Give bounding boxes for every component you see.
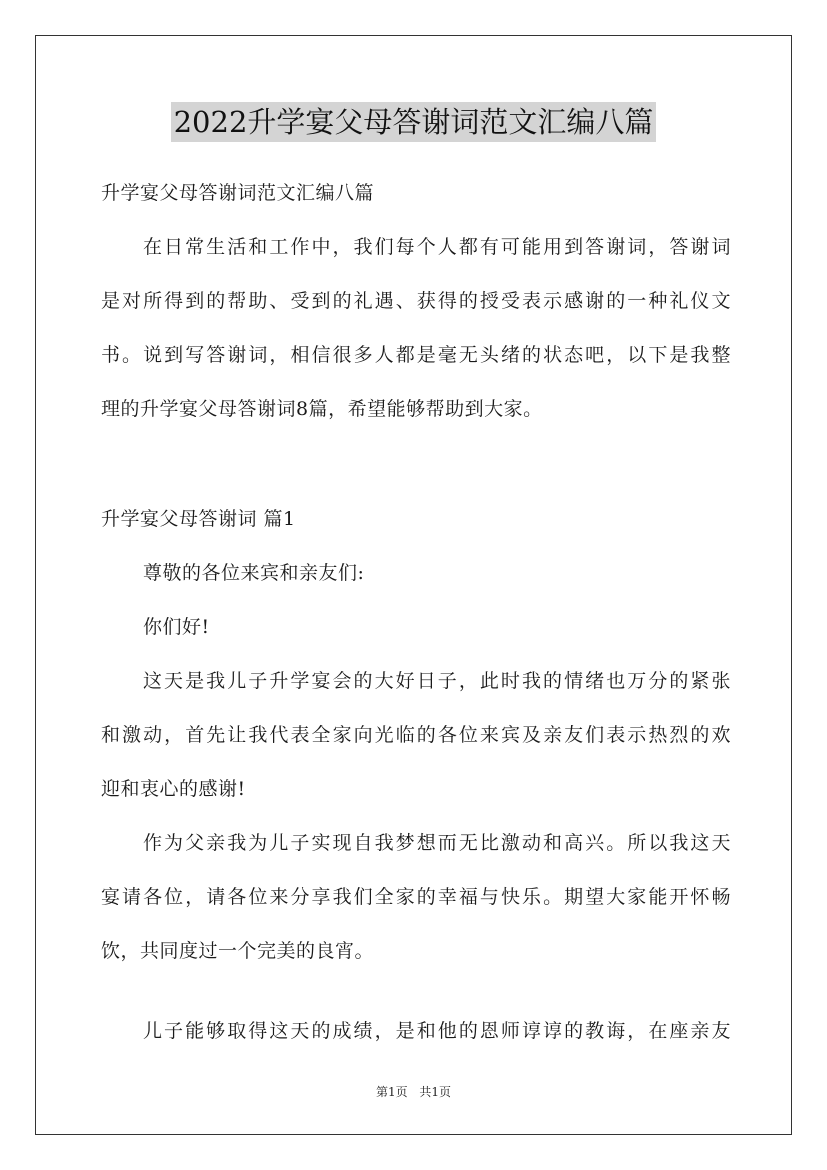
page-footer — [0, 1084, 827, 1100]
title-container — [0, 102, 827, 142]
section-heading: 升学宴父母答谢词 篇1 — [101, 508, 296, 530]
page-total: 共1页 — [419, 1085, 452, 1099]
page-number: 第1页 — [375, 1085, 408, 1099]
body-line: 迎和衷心的感谢! — [101, 778, 246, 800]
body-line: 儿子能够取得这天的成绩，是和他的恩师谆谆的教诲，在座亲友 — [143, 1020, 731, 1042]
intro-line: 理的升学宴父母答谢词8篇，希望能够帮助到大家。 — [101, 398, 543, 420]
body-line: 和激动，首先让我代表全家向光临的各位来宾及亲友们表示热烈的欢 — [101, 724, 731, 746]
body-line: 尊敬的各位来宾和亲友们: — [143, 562, 365, 584]
body-line: 这天是我儿子升学宴会的大好日子，此时我的情绪也万分的紧张 — [143, 670, 731, 692]
intro-line: 是对所得到的帮助、受到的礼遇、获得的授受表示感谢的一种礼仪文 — [101, 290, 731, 312]
body-line: 宴请各位，请各位来分享我们全家的幸福与快乐。期望大家能开怀畅 — [101, 886, 731, 908]
document-subtitle: 升学宴父母答谢词范文汇编八篇 — [101, 182, 375, 204]
body-line: 饮，共同度过一个完美的良宵。 — [101, 940, 375, 962]
body-line: 你们好! — [143, 616, 210, 638]
intro-line: 书。说到写答谢词，相信很多人都是毫无头绪的状态吧，以下是我整 — [101, 344, 731, 366]
document-title: 2022升学宴父母答谢词范文汇编八篇 — [171, 102, 657, 142]
body-line: 作为父亲我为儿子实现自我梦想而无比激动和高兴。所以我这天 — [143, 832, 731, 854]
intro-line: 在日常生活和工作中，我们每个人都有可能用到答谢词，答谢词 — [143, 236, 731, 258]
